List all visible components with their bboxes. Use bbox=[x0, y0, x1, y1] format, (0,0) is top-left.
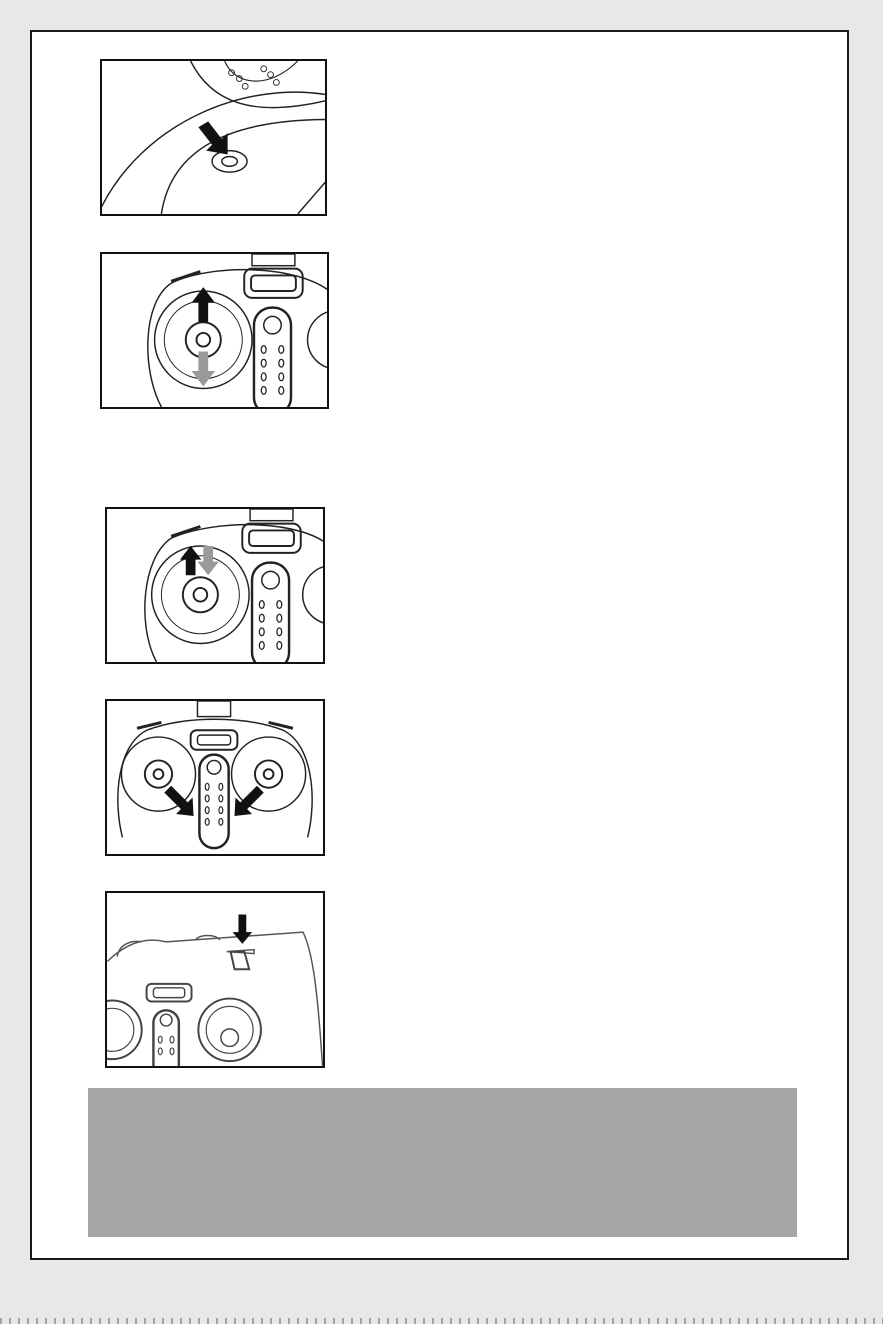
manual-page bbox=[30, 30, 849, 1260]
shoulder-button-illustration bbox=[105, 891, 325, 1068]
controller-shoulder-button-icon bbox=[107, 893, 323, 1066]
left-stick-up-down-illustration bbox=[100, 252, 329, 409]
left-stick-up-then-down-illustration bbox=[105, 507, 325, 664]
controller-throttle-icon bbox=[107, 509, 323, 662]
print-trim-marks bbox=[0, 1318, 883, 1324]
note-box bbox=[88, 1088, 797, 1237]
drone-power-button-icon bbox=[102, 61, 325, 214]
both-sticks-inward-illustration bbox=[105, 699, 325, 856]
controller-both-sticks-icon bbox=[107, 701, 323, 854]
controller-left-stick-icon bbox=[102, 254, 327, 407]
drone-power-button-illustration bbox=[100, 59, 327, 216]
